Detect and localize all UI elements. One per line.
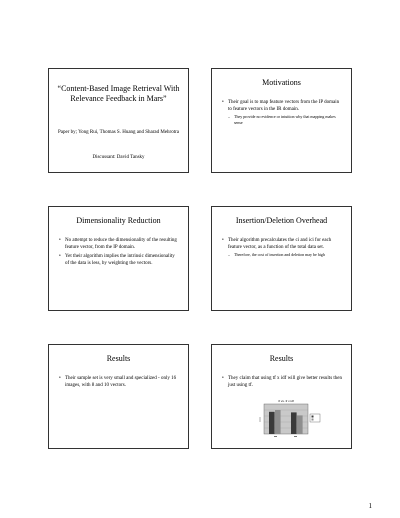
bullet-item: • Their algorithm precalculates the ci and ici for each feature vector, as a function of the total data set. — [222, 237, 343, 251]
bullet-list — [222, 237, 343, 260]
slide-title-page — [48, 68, 189, 173]
bar — [297, 415, 303, 434]
discussant: Discussant: David Tansky — [92, 155, 145, 160]
legend-swatch — [312, 416, 314, 418]
chart-title: tf vs. tf x idf — [278, 399, 294, 403]
slide-title: Results — [269, 354, 294, 363]
bar — [275, 410, 281, 434]
sub-bullet-item: – They provide no evidence or intuition why that mapping makes sense — [222, 114, 343, 125]
bullet-item: • They claim that using tf x idf will give better results then just using tf. — [222, 375, 343, 389]
bar — [291, 412, 297, 434]
slide-title: Insertion/Deletion Overhead — [235, 216, 328, 225]
slide-insertion-deletion-overhead — [211, 206, 352, 311]
slide-title: Motivations — [262, 78, 301, 87]
page-number: 1 — [368, 502, 372, 510]
bullet-item: • Their sample set is very small and specialized - only 16 images, with 8 and 10 vectors. — [59, 375, 180, 389]
legend-box — [310, 414, 320, 422]
bullet-list — [222, 99, 343, 127]
slide-results-2 — [211, 344, 352, 449]
legend-swatch — [312, 419, 314, 421]
bullet-item: • No attempt to reduce the dimensionality of the resulting feature vector, from the IP domain. — [59, 237, 180, 251]
slide-title: Dimensionality Reduction — [76, 216, 161, 225]
bullet-item: • Yet their algorithm implies the intrinsic dimensionality of the data is less, by weighting the vectors. — [59, 253, 180, 267]
slide-results-1 — [48, 344, 189, 449]
slide-motivations — [211, 68, 352, 173]
slide-title: Results — [106, 354, 131, 363]
results-bar-chart — [256, 398, 322, 440]
paper-title: “Content-Based Image Retrieval With Relevance Feedback in Mars” — [57, 84, 180, 103]
slide-dimensionality-reduction — [48, 206, 189, 311]
bullet-list — [222, 375, 343, 391]
bullet-list — [59, 237, 180, 269]
sub-bullet-item: – Therefore, the cost of insertion and deletion may be high — [222, 252, 343, 258]
bullet-item: • Their goal is to map feature vectors from the IP domain to feature vectors in the IR domain. — [222, 99, 343, 113]
bar — [269, 412, 275, 434]
x-tick-label — [274, 436, 277, 437]
x-tick-label — [294, 436, 297, 437]
paper-authors: Paper by; Yong Rui, Thomas S. Huang and Sharad Mehrotra — [57, 130, 179, 135]
bullet-list — [59, 375, 180, 391]
